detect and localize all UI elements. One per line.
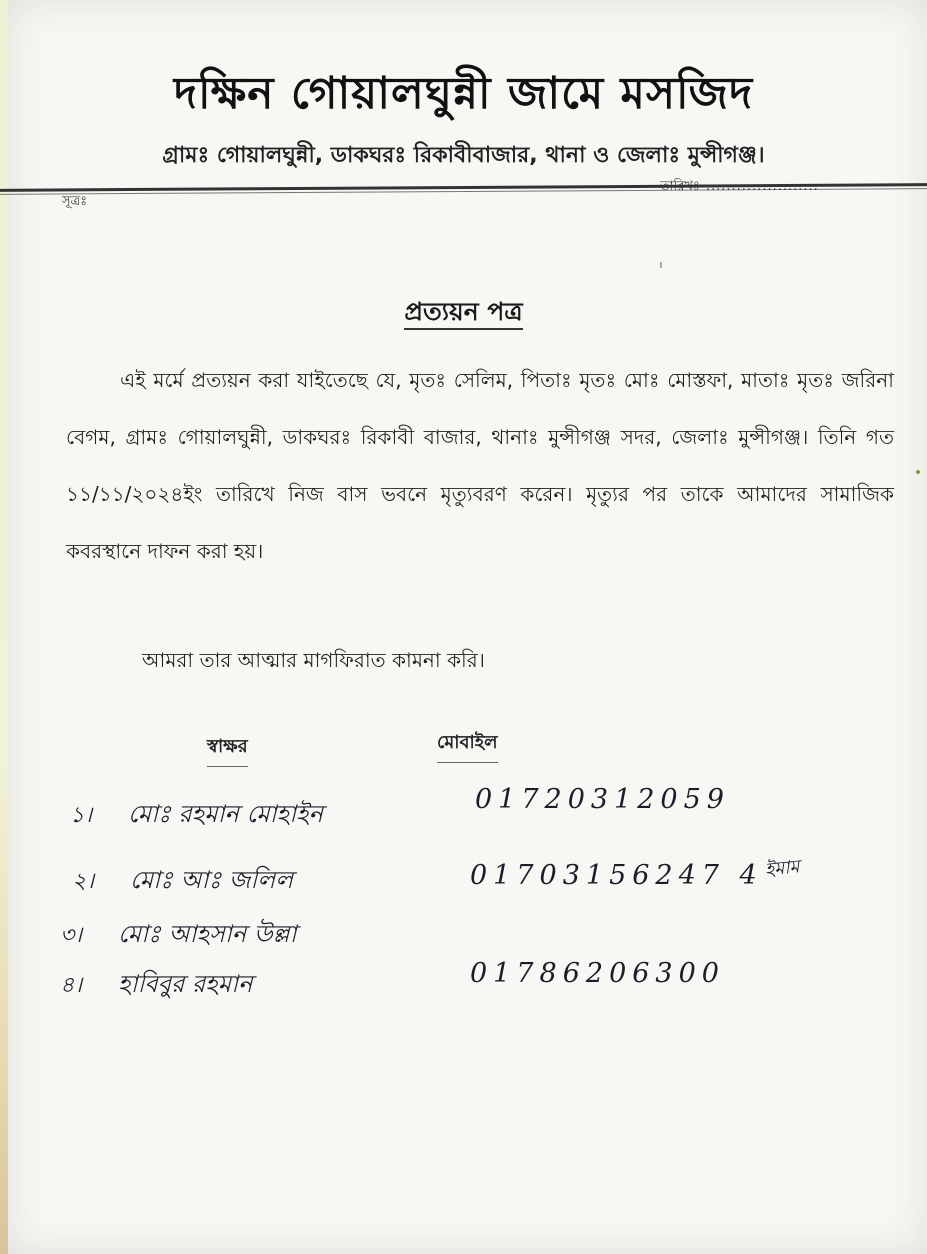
signature-row-2 — [72, 862, 293, 902]
paper-speck — [916, 470, 920, 474]
signature-name: মোঃ রহমান মোহাইন — [128, 800, 323, 828]
mobile-number-2: 01703156247 4 — [470, 860, 763, 891]
mobile-number-4: 01786206300 — [470, 958, 725, 989]
signature-name: মোঃ আঃ জলিল — [130, 866, 293, 894]
signature-number: ৪। — [60, 973, 83, 998]
signature-name: হাবিবুর রহমান — [118, 970, 253, 998]
mobile-number-1: 01720312059 — [475, 784, 730, 815]
prayer-line: আমরা তার আত্মার মাগফিরাত কামনা করি। — [142, 648, 485, 672]
signature-number: ২। — [72, 869, 95, 894]
document-title — [0, 292, 927, 335]
signature-column-header: স্বাক্ষর — [207, 732, 248, 767]
signature-number: ৩। — [60, 923, 83, 948]
signature-number: ১। — [70, 803, 93, 828]
paper-mark — [660, 262, 662, 268]
signature-name: মোঃ আহসান উল্লা — [118, 920, 297, 948]
organization-name: দক্ষিন গোয়ালঘুন্নী জামে মসজিদ — [173, 68, 754, 119]
document-title-text: প্রত্যয়ন পত্র — [404, 297, 522, 330]
mobile-note: ইমাম — [763, 856, 801, 881]
organization-address: গ্রামঃ গোয়ালঘুন্নী, ডাকঘরঃ রিকাবীবাজার, থানা ও জেলাঃ মুন্সীগঞ্জ। — [162, 143, 765, 168]
signature-row-3 — [60, 916, 297, 956]
mobile-column-header: মোবাইল — [437, 728, 498, 763]
date-label: তারিখঃ — [660, 179, 700, 194]
date-field — [660, 177, 819, 198]
certificate-paragraph: এই মর্মে প্রত্যয়ন করা যাইতেছে যে, মৃতঃ সেলিম, পিতাঃ মৃতঃ মোঃ মোস্তফা, মাতাঃ মৃতঃ জরিনা বেগম, গ্রামঃ গোয়ালঘুন্নী, ডাকঘরঃ রিকাবী বাজার, থানাঃ মুন্সীগঞ্জ সদর, জেলাঃ মুন্সীগঞ্জ। তিনি গত ১১/১১/২০২৪ইং তারিখে নিজ বাস ভবনে মৃত্যুবরণ করেন। মৃত্যুর পর তাকে আমাদের সামাজিক কবরস্থানে দাফন করা হয়। — [66, 368, 894, 563]
certificate-body — [66, 352, 894, 580]
date-value: ...................... — [705, 179, 819, 194]
reference-label: সূত্রঃ — [62, 194, 88, 209]
signature-row-4 — [60, 966, 252, 1006]
signature-row-1 — [70, 796, 323, 836]
